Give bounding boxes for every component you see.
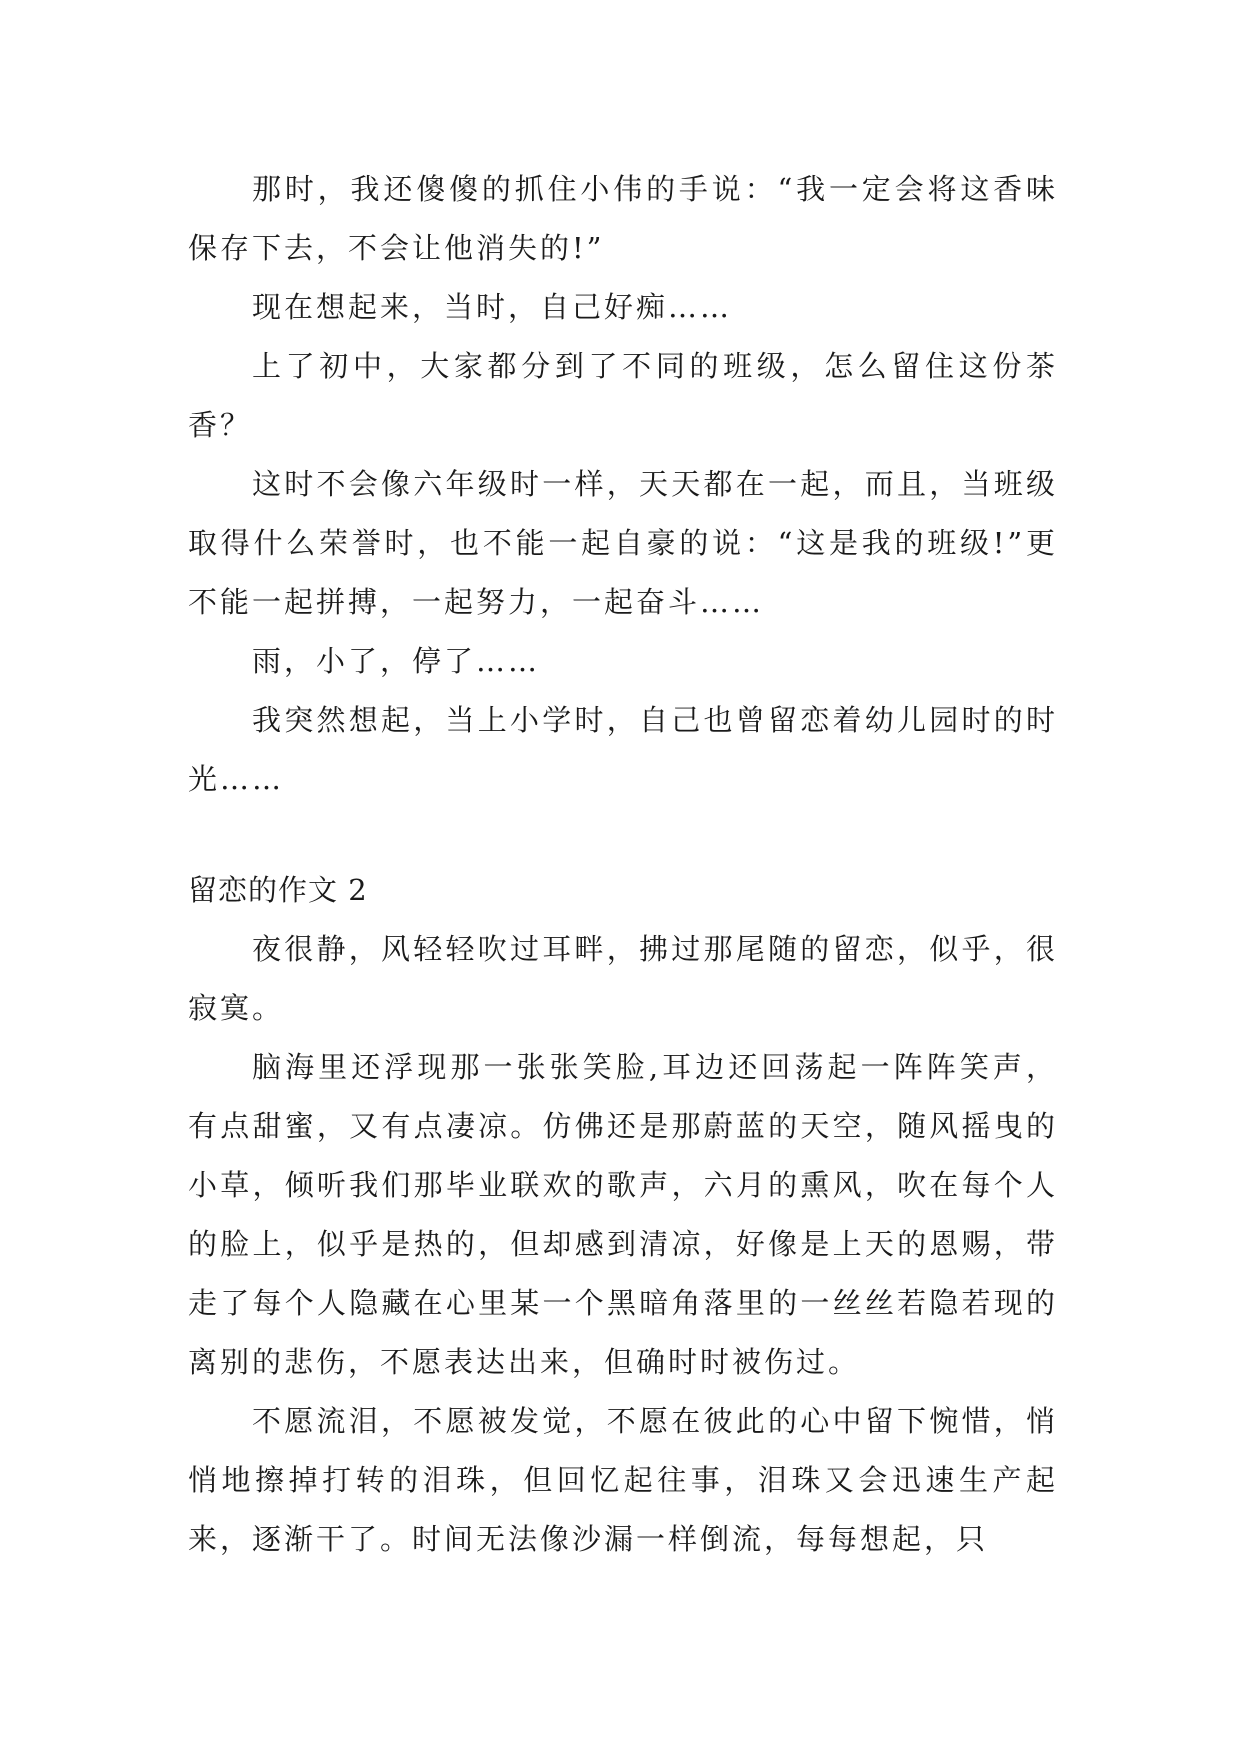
paragraph: 那时，我还傻傻的抓住小伟的手说：“我一定会将这香味保存下去，不会让他消失的!” <box>188 172 1058 265</box>
paragraph: 夜很静，风轻轻吹过耳畔，拂过那尾随的留恋，似乎，很寂寞。 <box>188 932 1058 1025</box>
paragraph: 上了初中，大家都分到了不同的班级，怎么留住这份茶香？ <box>188 349 1058 442</box>
paragraph: 这时不会像六年级时一样，天天都在一起，而且，当班级取得什么荣誉时，也不能一起自豪的说：“这是我的班级!”更不能一起拼搏，一起努力，一起奋斗…… <box>188 467 1058 619</box>
paragraph: 现在想起来，当时，自己好痴…… <box>252 290 733 324</box>
section-title: 留恋的作文 2 <box>188 873 368 907</box>
paragraph: 雨，小了，停了…… <box>252 644 541 678</box>
document-body <box>188 160 1058 1569</box>
paragraph: 不愿流泪，不愿被发觉，不愿在彼此的心中留下惋惜，悄悄地擦掉打转的泪珠，但回忆起往事，泪珠又会迅速生产起来，逐渐干了。时间无法像沙漏一样倒流，每每想起，只 <box>188 1404 1058 1556</box>
paragraph: 脑海里还浮现那一张张笑脸,耳边还回荡起一阵阵笑声，有点甜蜜，又有点凄凉。仿佛还是那蔚蓝的天空，随风摇曳的小草，倾听我们那毕业联欢的歌声，六月的熏风，吹在每个人的脸上，似乎是热的，但却感到清凉，好像是上天的恩赐，带走了每个人隐藏在心里某一个黑暗角落里的一丝丝若隐若现的离别的悲伤，不愿表达出来，但确时时被伤过。 <box>188 1050 1058 1379</box>
paragraph: 我突然想起，当上小学时，自己也曾留恋着幼儿园时的时光…… <box>188 703 1058 796</box>
